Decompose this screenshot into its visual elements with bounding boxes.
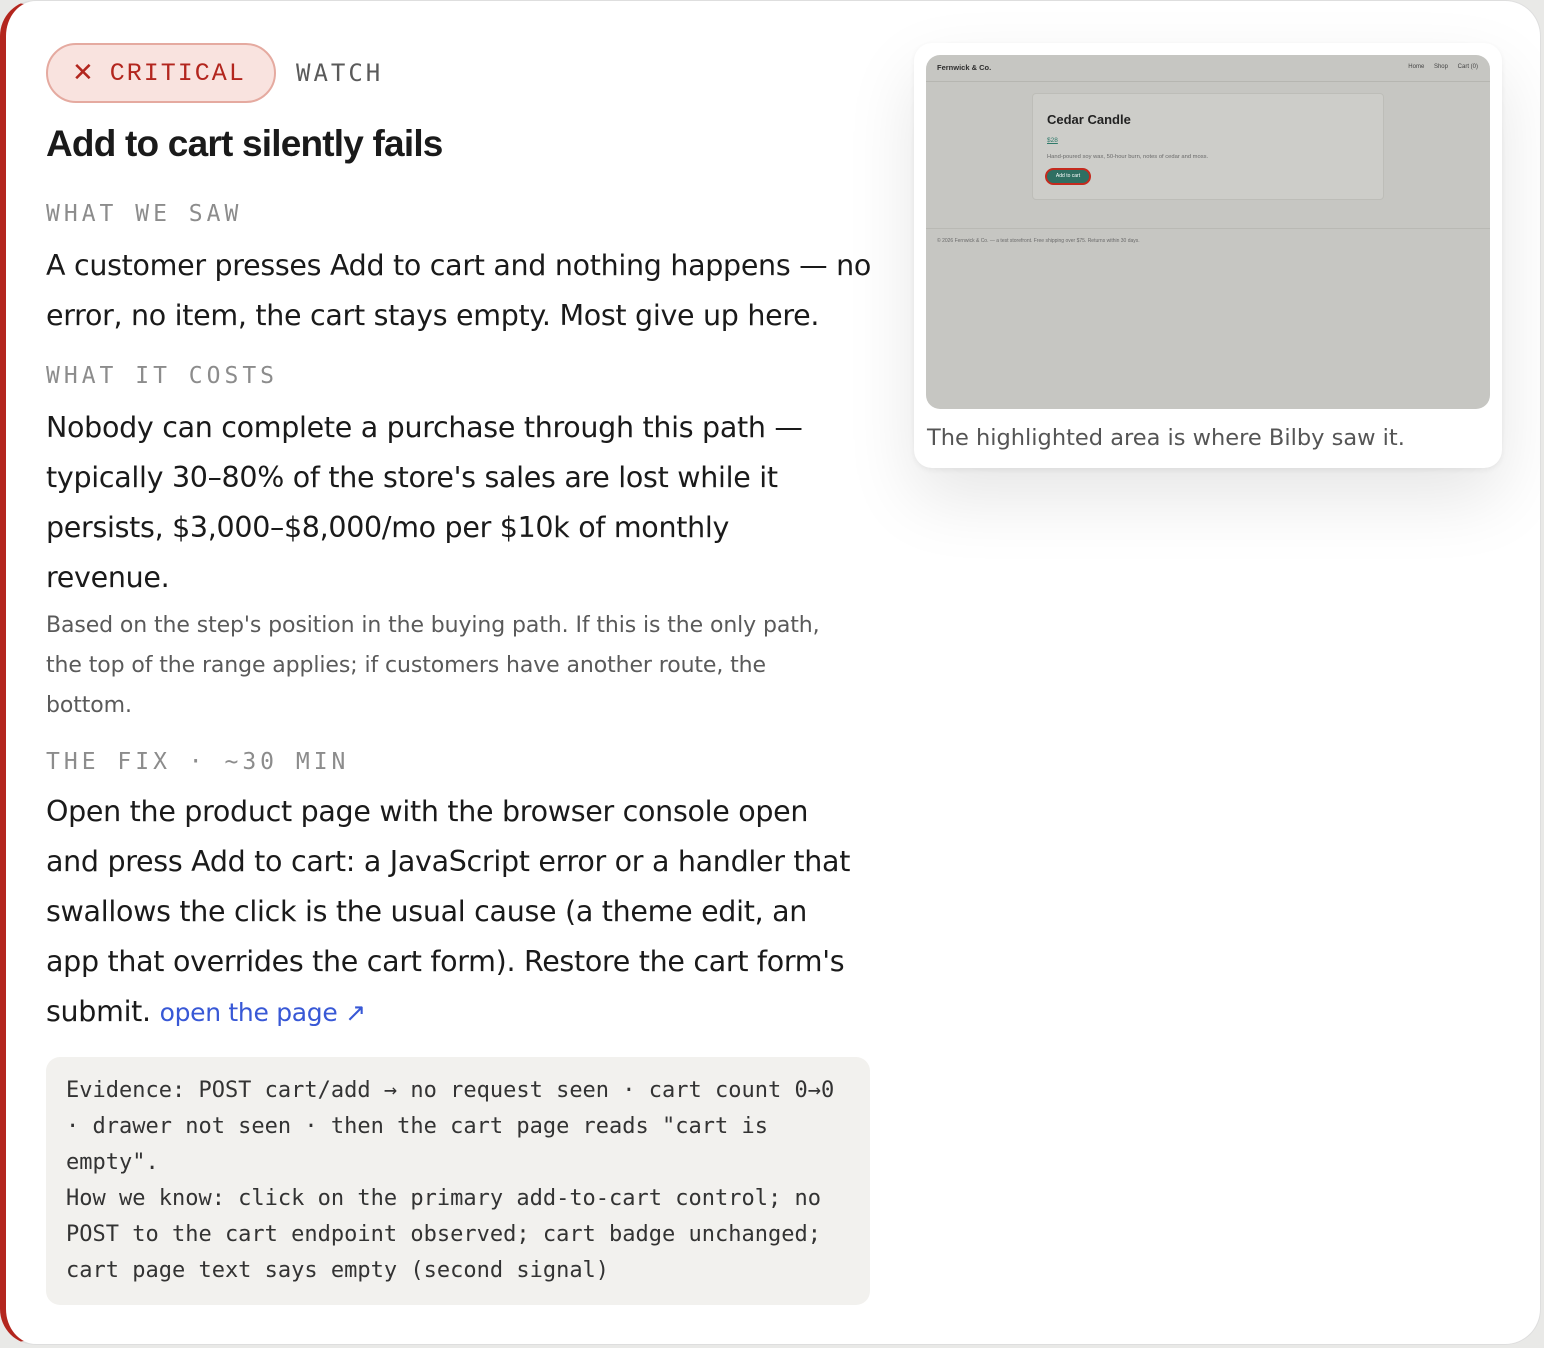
product-description: Hand-poured soy wax, 50-hour burn, notes of cedar and moss.: [1047, 154, 1209, 160]
issue-title: Add to cart silently fails: [46, 123, 443, 164]
open-page-link[interactable]: open the page ↗: [159, 998, 366, 1027]
storefront-screenshot: [926, 55, 1490, 409]
nav-cart: Cart (0): [1457, 64, 1478, 70]
storefront-footer: © 2026 Fernwick & Co. — a test storefront. Free shipping over $75. Returns within 30 days.: [937, 238, 1140, 244]
screenshot-preview-card: [914, 43, 1502, 468]
evidence-line: Evidence: POST cart/add → no request seen · cart count 0→0 · drawer not seen · then the cart page reads "cart is empty".: [66, 1078, 835, 1175]
storefront-brand: Fernwick & Co.: [937, 63, 992, 72]
severity-badge: [46, 43, 276, 103]
status-label: WATCH: [296, 59, 384, 87]
section-label-what-it-costs: WHAT IT COSTS: [46, 363, 279, 389]
storefront-nav-links: [1400, 64, 1478, 70]
storefront-nav: [926, 55, 1490, 82]
close-x-icon: ✕: [72, 58, 96, 88]
section-label-what-we-saw: WHAT WE SAW: [46, 201, 243, 227]
badge-row: [46, 43, 383, 103]
the-fix-body: Open the product page with the browser console open and press Add to cart: a JavaScript error or a handler that swallows the click is the usual cause (a theme edit, an app that overrides the cart form). Restore the cart form's submit.: [46, 795, 851, 1028]
product-panel: [1032, 93, 1384, 200]
severity-label: CRITICAL: [109, 58, 246, 88]
product-price: $28: [1047, 137, 1058, 144]
screenshot-caption: The highlighted area is where Bilby saw it.: [927, 425, 1405, 451]
product-name: Cedar Candle: [1047, 112, 1131, 127]
what-we-saw-text: A customer presses Add to cart and nothing happens — no error, no item, the cart stays empty. Most give up here.: [46, 249, 871, 332]
nav-home: Home: [1408, 64, 1425, 70]
section-label-the-fix: THE FIX · ~30 MIN: [46, 749, 350, 775]
the-fix-text: [46, 787, 868, 1038]
what-it-costs-text: Nobody can complete a purchase through this path — typically 30–80% of the store's sales are lost while it persists, $3,000–$8,000/mo per $10k of monthly revenue.: [46, 411, 803, 594]
how-we-know-line: How we know: click on the primary add-to-cart control; no POST to the cart endpoint observed; cart badge unchanged; cart page text says empty (second signal): [66, 1186, 821, 1283]
cost-note: Based on the step's position in the buying path. If this is the only path, the top of the range applies; if customers have another route, the bottom.: [46, 613, 820, 718]
highlighted-add-to-cart-button: Add to cart: [1045, 168, 1091, 185]
nav-shop: Shop: [1433, 64, 1448, 70]
storefront-footer-divider: [926, 228, 1490, 229]
evidence-block: [46, 1057, 870, 1305]
